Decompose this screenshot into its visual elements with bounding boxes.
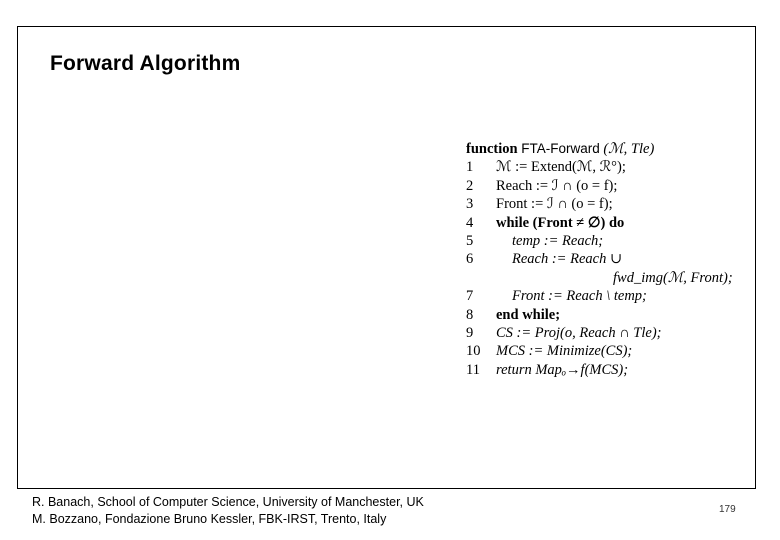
line-number: 9 <box>466 325 474 342</box>
footer-line-1: R. Banach, School of Computer Science, University of Manchester, UK <box>32 495 424 509</box>
algorithm-line <box>466 361 756 379</box>
algorithm-line <box>466 287 756 305</box>
line-number: 3 <box>466 196 474 213</box>
line-code: CS := Proj(o, Reach ∩ Tle); <box>496 325 662 342</box>
line-number: 1 <box>466 159 474 176</box>
algorithm-line <box>466 324 756 342</box>
algorithm-line <box>466 269 756 287</box>
slide-title: Forward Algorithm <box>50 52 241 75</box>
line-number: 6 <box>466 251 474 268</box>
algorithm-line <box>466 250 756 268</box>
line-code: MCS := Minimize(CS); <box>496 343 633 360</box>
line-number: 11 <box>466 361 480 378</box>
algorithm-line <box>466 214 756 232</box>
algorithm-line <box>466 342 756 360</box>
algorithm-line <box>466 177 756 195</box>
line-number: 2 <box>466 177 474 194</box>
line-code: Reach := ℐ ∩ (o = f); <box>496 177 618 194</box>
line-code: end while; <box>496 306 561 323</box>
algorithm-line <box>466 306 756 324</box>
footer-line-2: M. Bozzano, Fondazione Bruno Kessler, FBK-IRST, Trento, Italy <box>32 512 387 526</box>
line-number: 4 <box>466 214 474 231</box>
function-args: (ℳ, Tle) <box>603 141 655 157</box>
line-code: while (Front ≠ ∅) do <box>496 214 625 231</box>
line-code: temp := Reach; <box>512 233 604 250</box>
page-number: 179 <box>719 504 736 515</box>
line-code: ℳ := Extend(ℳ, ℛ°); <box>496 159 626 176</box>
algorithm-header <box>466 140 756 158</box>
footer-credits <box>32 494 424 528</box>
algorithm-line <box>466 195 756 213</box>
algorithm-listing <box>466 140 756 379</box>
function-keyword: function <box>466 141 518 157</box>
line-number <box>466 269 496 287</box>
line-code: return Mapₒ→f(MCS); <box>496 361 629 378</box>
line-code: Front := Reach \ temp; <box>512 288 647 305</box>
line-number: 5 <box>466 233 474 250</box>
line-code: Front := ℐ ∩ (o = f); <box>496 196 613 213</box>
line-number: 7 <box>466 288 474 305</box>
line-number: 8 <box>466 306 474 323</box>
algorithm-line <box>466 158 756 176</box>
function-name: FTA-Forward <box>521 141 600 156</box>
algorithm-line <box>466 232 756 250</box>
line-code: Reach := Reach ∪ <box>512 251 623 268</box>
line-code: fwd_img(ℳ, Front); <box>613 269 733 286</box>
line-number: 10 <box>466 343 481 360</box>
